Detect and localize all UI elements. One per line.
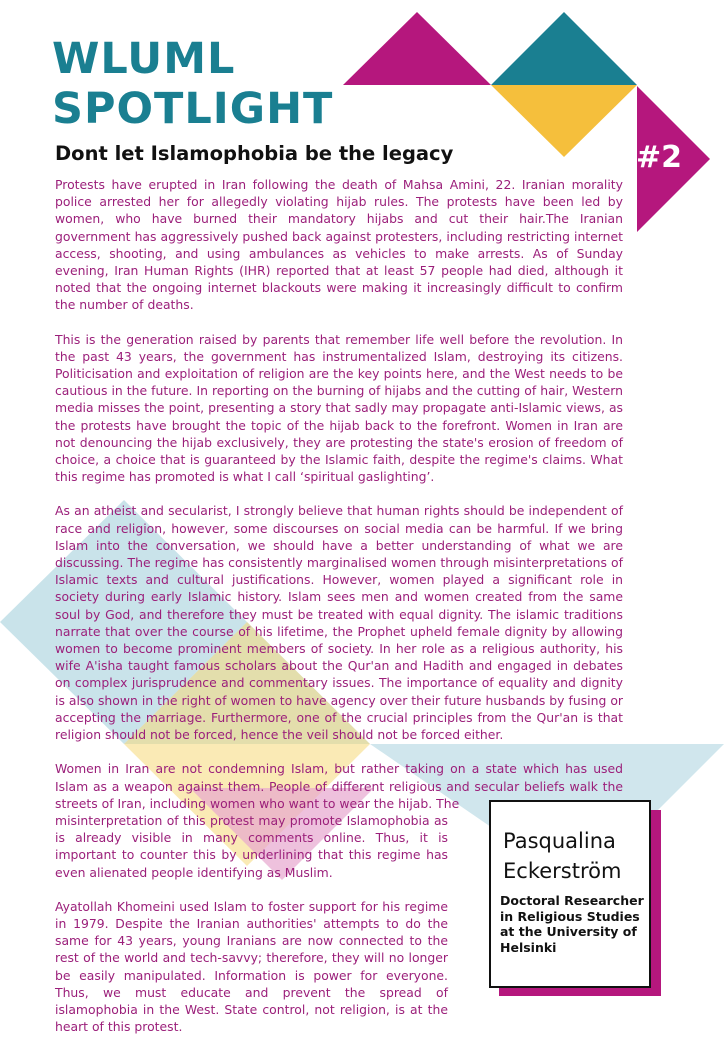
paragraph-4-narrow: misinterpretation of this protest may promote Islamophobia as is already visible in many comments online. Thus, it is important to counter this by underlining that this regime has even alienated people identifying as Muslim. <box>55 812 448 880</box>
author-name: Pasqualina Eckerström <box>503 829 622 883</box>
title-line-2: SPOTLIGHT <box>52 84 334 134</box>
title-line-1: WLUML <box>52 34 236 84</box>
author-card <box>489 800 651 988</box>
issue-number: #2 <box>636 140 683 175</box>
header-triangle-teal <box>491 12 637 85</box>
paragraph-4-wide: Women in Iran are not condemning Islam, but rather taking on a state which has used Islam as a weapon against them. People of different religious and secular beliefs walk the streets of Iran, including women who want to wear the hijab. The <box>55 761 623 811</box>
author-role: Doctoral Researcher in Religious Studies at the University of Helsinki <box>500 893 644 955</box>
paragraph-2: This is the generation raised by parents that remember life well before the revolution. In the past 43 years, the government has instrumentalized Islam, destroying its citizens. Politicisation and exploitation of religion are the key points here, and the West needs to be cautious in the future. In reporting on the burning of hijabs and the cutting of hair, Western media misses the point, presenting a story that sadly may propagate anti-Islamic views, as the protests have brought the topic of the hijab back to the forefront. Women in Iran are not denouncing the hijab exclusively, they are protesting the state's erosion of freedom of choice, a choice that is guaranteed by the Islamic faith, despite the regime's claims. What this regime has promoted is what I call ‘spiritual gaslighting’. <box>55 331 623 485</box>
article-headline: Dont let Islamophobia be the legacy <box>55 142 454 165</box>
header-triangle-magenta-left <box>343 12 491 85</box>
header-triangle-yellow <box>491 85 637 157</box>
page-title <box>52 34 333 134</box>
paragraph-3: As an atheist and secularist, I strongly believe that human rights should be independent of race and religion, however, some discourses on social media can be harmful. If we bring Islam into the conversation, we should have a better understanding of what we are discussing. The regime has consistently marginalised women through misinterpretations of Islamic texts and cultural justifications. However, women played a significant role in society during early Islamic history. Islam sees men and women created from the same soul by God, and therefore they must be treated with equal dignity. The islamic traditions narrate that over the course of his lifetime, the Prophet upheld female dignity by allowing women to become prominent members of society. In her role as a religious authority, his wife A'isha taught famous scholars about the Qur'an and Hadith and engaged in debates on complex jurisprudence and commentary issues. The importance of equality and dignity is also shown in the right of women to have agency over their future husbands by fusing or accepting the marriage. Furthermore, one of the crucial principles from the Qur'an is that religion should not be forced, hence the veil should not be forced either. <box>55 503 623 743</box>
paragraph-1: Protests have erupted in Iran following the death of Mahsa Amini, 22. Iranian morality police arrested her for allegedly violating hijab rules. The protests have been led by women, who have burned their mandatory hijabs and cut their hair.The Iranian government has aggressively pushed back against protesters, including restricting internet access, shooting, and using ambulances as vehicles to make arrests. As of Sunday evening, Iran Human Rights (IHR) reported that at least 57 people had died, although it noted that the ongoing internet blackouts were making it increasingly difficult to confirm the number of deaths. <box>55 177 623 313</box>
paragraph-5: Ayatollah Khomeini used Islam to foster support for his regime in 1979. Despite the Iranian authorities' attempts to do the same for 43 years, young Iranians are now connected to the rest of the world and tech-savvy; therefore, they will no longer be easily manipulated. Information is power for everyone. Thus, we must educate and prevent the spread of islamophobia in the West. State control, not religion, is at the heart of this protest. <box>55 898 448 1035</box>
